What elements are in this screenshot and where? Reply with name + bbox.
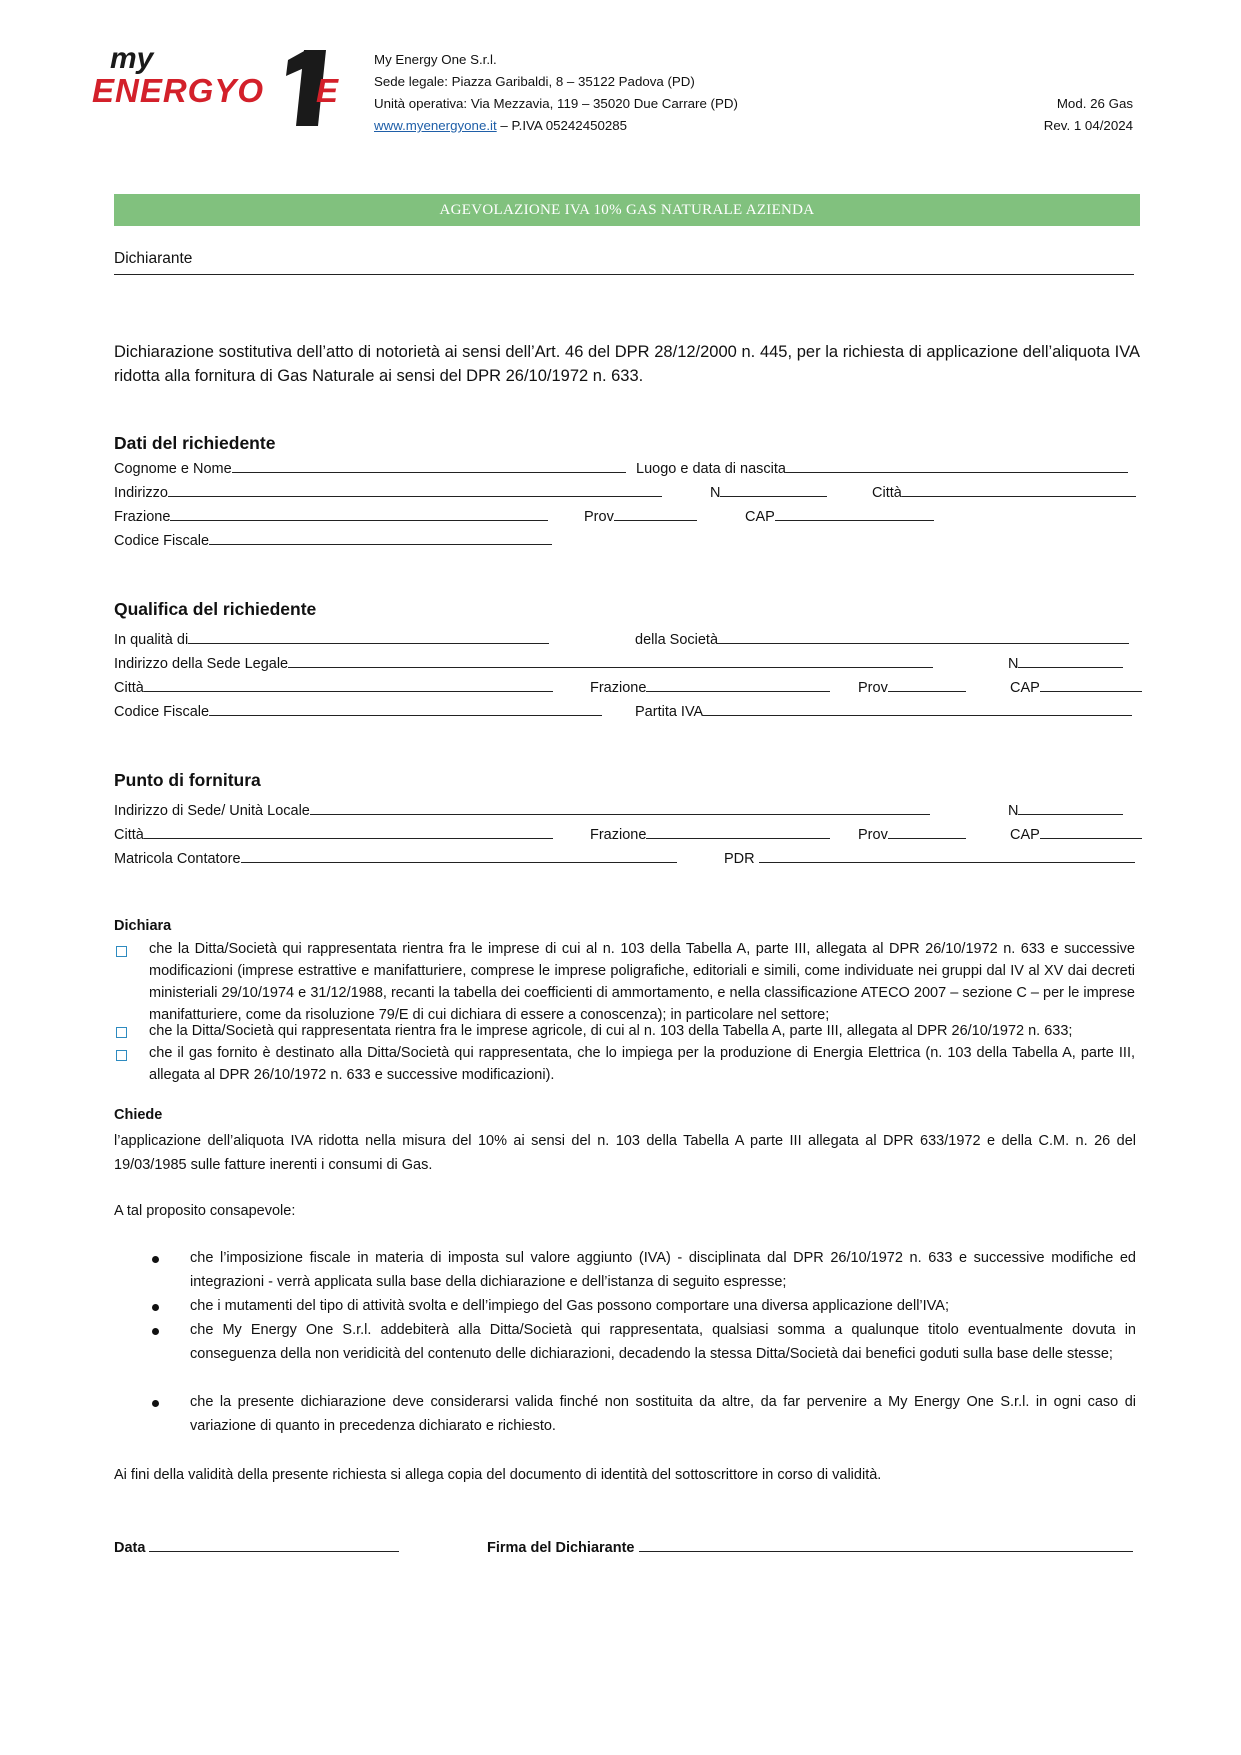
luogo-data-label: Luogo e data di nascita — [636, 461, 786, 477]
fornitura-numero-label: N — [1008, 803, 1019, 819]
prov-field[interactable] — [584, 505, 697, 527]
dichiarante-label: Dichiarante — [114, 250, 193, 267]
codice-fiscale-label: Codice Fiscale — [114, 533, 210, 549]
fornitura-cap-label: CAP — [1010, 827, 1040, 843]
data-label: Data — [114, 1540, 146, 1556]
consapevole-intro: A tal proposito consapevole: — [114, 1203, 296, 1219]
svg-text:ENERGYO: ENERGYO — [92, 72, 265, 109]
section-title-fornitura: Punto di fornitura — [114, 770, 261, 790]
header-contacts — [374, 115, 627, 137]
matricola-contatore-field[interactable] — [114, 847, 677, 869]
sede-numero-label: N — [1008, 656, 1019, 672]
qualifica-citta-label: Città — [114, 680, 144, 696]
dichiara-option-3: che il gas fornito è destinato alla Ditta/Società qui rappresentata, che lo impiega per la produzione di Energia Elettrica (n. 103 della Tabella A, parte III, allegata al DPR 26/10/1972 n. 633 e successive modificazioni). — [149, 1045, 1135, 1083]
fornitura-citta-label: Città — [114, 827, 144, 843]
numero-label: N — [710, 485, 721, 501]
cap-label: CAP — [745, 509, 775, 525]
section-title-qualifica: Qualifica del richiedente — [114, 599, 317, 619]
dichiara-title: Dichiara — [114, 918, 172, 934]
checkbox-energia-elettrica[interactable] — [116, 1050, 127, 1061]
partita-iva-label: Partita IVA — [635, 704, 704, 720]
qualifica-citta-field[interactable] — [114, 676, 553, 698]
fornitura-citta-field[interactable] — [114, 823, 553, 845]
bullet-3 — [152, 1328, 159, 1335]
bullet-4 — [152, 1400, 159, 1407]
svg-text:E: E — [316, 72, 339, 109]
fornitura-frazione-label: Frazione — [590, 827, 647, 843]
fornitura-frazione-field[interactable] — [590, 823, 830, 845]
document-title: AGEVOLAZIONE IVA 10% GAS NATURALE AZIENDA — [114, 194, 1140, 226]
citta-label: Città — [872, 485, 902, 501]
allegato-text: Ai fini della validità della presente richiesta si allega copia del documento di identità del sottoscrittore in corso di validità. — [114, 1467, 882, 1483]
qualifica-prov-field[interactable] — [858, 676, 966, 698]
frazione-label: Frazione — [114, 509, 171, 525]
societa-label: della Società — [635, 632, 719, 648]
indirizzo-label: Indirizzo — [114, 485, 168, 501]
qualifica-codice-fiscale-field[interactable] — [114, 700, 602, 722]
numero-civico-field[interactable] — [710, 481, 827, 503]
qualifica-cap-label: CAP — [1010, 680, 1040, 696]
consapevole-item-1: che l’imposizione fiscale in materia di imposta sul valore aggiunto (IVA) - disciplinata dal DPR 26/10/1972 n. 633 e successive modifiche ed integrazioni - verrà applicata sulla base della dichiarazione e dell’istanza di seguito espresse; — [190, 1250, 1136, 1290]
societa-field[interactable] — [635, 628, 1129, 650]
bullet-1 — [152, 1256, 159, 1263]
prov-label: Prov — [584, 509, 614, 525]
checkbox-imprese-agricole[interactable] — [116, 1027, 127, 1038]
svg-text:my: my — [110, 46, 154, 75]
qualifica-frazione-field[interactable] — [590, 676, 830, 698]
pdr-field[interactable] — [724, 847, 1135, 869]
consapevole-item-3: che My Energy One S.r.l. addebiterà alla Ditta/Società qui rappresentata, qualsiasi somma a qualunque titolo eventualmente dovuta in conseguenza della non veridicità del contenuto delle dichiarazioni, decadendo la stessa Ditta/Società dai benefici goduti sulla base delle stesse; — [190, 1322, 1136, 1362]
module-code: Mod. 26 Gas — [1056, 96, 1133, 111]
firma-label: Firma del Dichiarante — [487, 1540, 635, 1556]
header-company: My Energy One S.r.l. — [374, 52, 497, 67]
intro-paragraph: Dichiarazione sostitutiva dell’atto di notorietà ai sensi dell’Art. 46 del DPR 28/12/2000 n. 445, per la richiesta di applicazione dell’aliquota IVA ridotta alla fornitura di Gas Naturale ai sensi del DPR 26/10/1972 n. 633. — [114, 343, 1140, 385]
cap-field[interactable] — [745, 505, 934, 527]
qualifica-codice-fiscale-label: Codice Fiscale — [114, 704, 210, 720]
fornitura-cap-field[interactable] — [1010, 823, 1142, 845]
citta-field[interactable] — [872, 481, 1136, 503]
checkbox-imprese-manifatturiere[interactable] — [116, 946, 127, 957]
fornitura-numero-field[interactable] — [1008, 799, 1123, 821]
fornitura-prov-label: Prov — [858, 827, 888, 843]
cognome-nome-label: Cognome e Nome — [114, 461, 232, 477]
codice-fiscale-field[interactable] — [114, 529, 552, 551]
in-qualita-field[interactable] — [114, 628, 549, 650]
bullet-2 — [152, 1304, 159, 1311]
consapevole-item-4: che la presente dichiarazione deve considerarsi valida finché non sostituita da altre, da far pervenire a My Energy One S.r.l. in ogni caso di variazione di quanto in precedenza dichiarato e richiesto. — [190, 1394, 1136, 1434]
qualifica-prov-label: Prov — [858, 680, 888, 696]
chiede-text: l’applicazione dell’aliquota IVA ridotta nella misura del 10% ai sensi del n. 103 della Tabella A parte III allegata al DPR 633/1972 e della C.M. n. 26 del 19/03/1985 sulle fatture inerenti i consumi di Gas. — [114, 1133, 1136, 1173]
cognome-nome-field[interactable] — [114, 457, 626, 479]
pdr-label: PDR — [724, 851, 755, 867]
header-unita-operativa: Unità operativa: Via Mezzavia, 119 – 35020 Due Carrare (PD) — [374, 96, 738, 111]
website-link[interactable]: www.myenergyone.it — [374, 118, 497, 133]
luogo-data-field[interactable] — [636, 457, 1128, 479]
sede-legale-field[interactable] — [114, 652, 933, 674]
qualifica-frazione-label: Frazione — [590, 680, 647, 696]
header-sede-legale: Sede legale: Piazza Garibaldi, 8 – 35122 Padova (PD) — [374, 74, 695, 89]
sede-legale-label: Indirizzo della Sede Legale — [114, 656, 289, 672]
in-qualita-label: In qualità di — [114, 632, 189, 648]
header-piva: – P.IVA 05242450285 — [496, 118, 628, 133]
company-logo — [92, 46, 364, 128]
matricola-label: Matricola Contatore — [114, 851, 241, 867]
fornitura-indirizzo-label: Indirizzo di Sede/ Unità Locale — [114, 803, 310, 819]
revision: Rev. 1 04/2024 — [1043, 118, 1133, 133]
frazione-field[interactable] — [114, 505, 548, 527]
firma-field[interactable] — [487, 1536, 1133, 1556]
consapevole-item-2: che i mutamenti del tipo di attività svolta e dell’impiego del Gas possono comportare una diversa applicazione dell’IVA; — [190, 1298, 949, 1314]
dichiara-option-2: che la Ditta/Società qui rappresentata rientra fra le imprese agricole, di cui al n. 103 della Tabella A, parte III, allegata al DPR 26/10/1972 n. 633; — [149, 1023, 1073, 1039]
dichiara-option-1: che la Ditta/Società qui rappresentata rientra fra le imprese di cui al n. 103 della Tabella A, parte III, allegata al DPR 26/10/1972 n. 633 e successive modificazioni (imprese estrattive e manifatturiere, comprese le imprese poligrafiche, editoriali e simili, come individuate nei gruppi dal IV al XV dai decreti ministeriali 29/10/1974 e 31/12/1988, recanti la tabella dei coefficienti di ammortamento, e nella classificazione ATECO 2007 – sezione C – per le imprese manifatturiere, come da risoluzione 79/E di cui dichiara di essere a conoscenza); in particolare nel settore; — [149, 941, 1135, 1023]
partita-iva-field[interactable] — [635, 700, 1132, 722]
data-field[interactable] — [114, 1536, 399, 1556]
dichiarante-field[interactable] — [114, 274, 1134, 275]
fornitura-prov-field[interactable] — [858, 823, 966, 845]
fornitura-indirizzo-field[interactable] — [114, 799, 930, 821]
section-title-richiedente: Dati del richiedente — [114, 433, 276, 453]
chiede-title: Chiede — [114, 1107, 163, 1123]
sede-numero-field[interactable] — [1008, 652, 1123, 674]
indirizzo-field[interactable] — [114, 481, 662, 503]
qualifica-cap-field[interactable] — [1010, 676, 1142, 698]
